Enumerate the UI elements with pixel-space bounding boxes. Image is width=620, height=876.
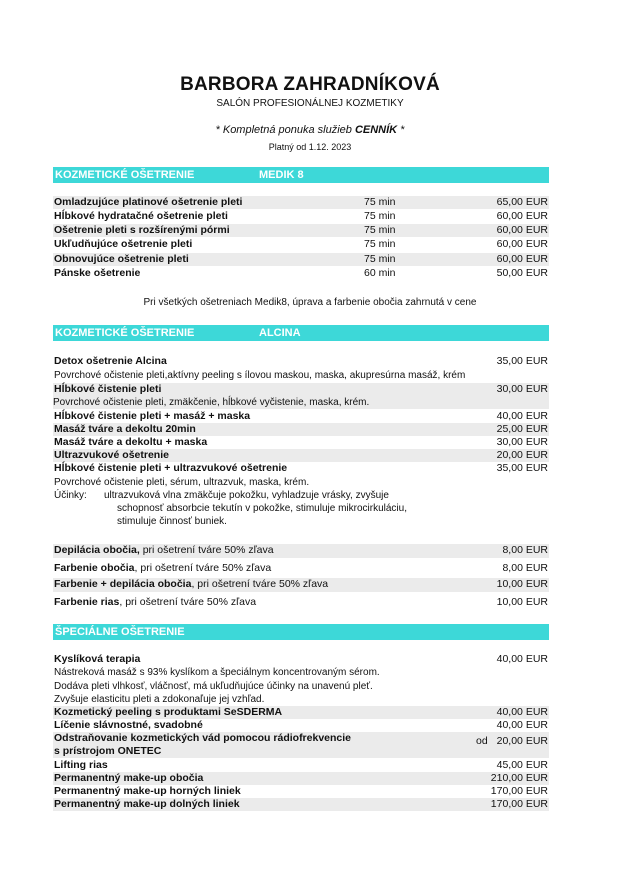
price-row — [53, 653, 549, 666]
service-price: 210,00 EUR — [490, 772, 548, 784]
service-time: 60 min — [364, 267, 396, 279]
price-row — [53, 267, 549, 280]
price-row — [53, 462, 549, 475]
salon-subtitle: SALÓN PROFESIONÁLNEJ KOZMETIKY — [216, 98, 404, 109]
service-name: Permanentný make-up obočia — [54, 772, 204, 784]
service-price: 20,00 EUR — [496, 735, 548, 747]
price-row — [53, 772, 549, 785]
price-row — [53, 759, 549, 772]
section-band-special — [53, 624, 549, 640]
service-name: Obnovujúce ošetrenie pleti — [54, 253, 189, 265]
service-name: Ultrazvukové ošetrenie — [54, 449, 169, 461]
service-name: Masáž tváre a dekoltu 20min — [54, 423, 196, 435]
service-price: 170,00 EUR — [490, 798, 548, 810]
section-band-medik8 — [53, 167, 549, 183]
service-price: 50,00 EUR — [496, 267, 548, 279]
price-row — [53, 732, 549, 758]
section-brand: ALCINA — [259, 327, 301, 339]
service-price: 20,00 EUR — [496, 449, 548, 461]
price-from-label: od — [476, 735, 488, 747]
service-name: Lifting rias — [54, 759, 108, 771]
offer-line — [0, 124, 620, 136]
service-time: 75 min — [364, 224, 396, 236]
service-name: Permanentný make-up horných liniek — [54, 785, 241, 797]
service-name: Masáž tváre a dekoltu + maska — [54, 436, 208, 448]
salon-owner-title: BARBORA ZAHRADNÍKOVÁ — [180, 74, 440, 95]
service-price: 60,00 EUR — [496, 253, 548, 265]
service-description: Povrchové očistenie pleti, zmäkčenie, hĺbkové vyčistenie, maska, krém. — [53, 397, 370, 408]
effects-description: stimuluje činnosť buniek. — [117, 516, 227, 527]
effects-description: schopnosť absorbcie tekutín v pokožke, stimuluje mikrocirkuláciu, — [117, 503, 407, 514]
effects-label: Účinky: — [54, 490, 87, 501]
service-price: 8,00 EUR — [502, 562, 548, 574]
service-description: Povrchové očistenie pleti, sérum, ultrazvuk, maska, krém. — [54, 477, 310, 488]
service-time: 75 min — [364, 196, 396, 208]
service-price: 30,00 EUR — [496, 436, 548, 448]
service-name: Kozmetický peeling s produktami SeSDERMA — [54, 706, 283, 718]
section-name: KOZMETICKÉ OŠETRENIE — [55, 169, 195, 181]
valid-from: Platný od 1.12. 2023 — [268, 142, 352, 152]
service-description: Povrchové očistenie pleti,aktívny peeling s ílovou maskou, maska, akupresúrna masáž, krém — [54, 370, 466, 381]
service-name: Farbenie obočia, pri ošetrení tváre 50% zľava — [54, 562, 272, 574]
offer-prefix: * Kompletná ponuka služieb — [215, 124, 355, 136]
service-price: 60,00 EUR — [496, 210, 548, 222]
service-name: Depilácia obočia, pri ošetrení tváre 50% zľava — [54, 544, 274, 556]
service-price: 45,00 EUR — [496, 759, 548, 771]
section-brand: MEDIK 8 — [259, 169, 304, 181]
service-price: 35,00 EUR — [496, 355, 548, 367]
price-row — [53, 578, 549, 592]
service-time: 75 min — [364, 253, 396, 265]
service-price: 25,00 EUR — [496, 423, 548, 435]
service-time: 75 min — [364, 238, 396, 250]
service-name: Farbenie + depilácia obočia, pri ošetrení tváre 50% zľava — [54, 578, 329, 590]
service-price: 60,00 EUR — [496, 224, 548, 236]
price-row — [53, 719, 549, 732]
service-description: Dodáva pleti vlhkosť, vláčnosť, má ukľudňujúce účinky na unavenú pleť. — [54, 681, 373, 692]
service-price: 170,00 EUR — [490, 785, 548, 797]
price-row — [53, 355, 549, 368]
service-price: 40,00 EUR — [496, 653, 548, 665]
service-name: Pánske ošetrenie — [54, 267, 141, 279]
section-name: ŠPECIÁLNE OŠETRENIE — [55, 626, 185, 638]
price-row — [53, 210, 549, 223]
service-price: 8,00 EUR — [502, 544, 548, 556]
service-name: Hĺbkové hydratačné ošetrenie pleti — [54, 210, 228, 222]
price-row — [53, 436, 549, 449]
price-row — [53, 224, 549, 237]
offer-suffix: * — [397, 124, 405, 136]
offer-bold: CENNÍK — [354, 124, 398, 136]
service-time: 75 min — [364, 210, 396, 222]
price-row — [53, 253, 549, 266]
section-name: KOZMETICKÉ OŠETRENIE — [55, 327, 195, 339]
effects-description: ultrazvuková vlna zmäkčuje pokožku, vyhladzuje vrásky, zvyšuje — [104, 490, 389, 501]
section-band-alcina — [53, 325, 549, 341]
service-price: 60,00 EUR — [496, 238, 548, 250]
price-row — [53, 410, 549, 423]
service-price: 30,00 EUR — [496, 383, 548, 395]
price-row — [53, 238, 549, 251]
service-name: Detox ošetrenie Alcina — [54, 355, 167, 367]
service-name: Hĺbkové čistenie pleti + masáž + maska — [54, 410, 251, 422]
price-row — [53, 544, 549, 558]
service-name: Kyslíková terapia — [54, 653, 141, 665]
service-name: Odstraňovanie kozmetických vád pomocou rádiofrekvencie s prístrojom ONETEC — [54, 732, 352, 757]
service-name: Ošetrenie pleti s rozšírenými pórmi — [54, 224, 230, 236]
description-row — [53, 396, 549, 409]
service-price: 65,00 EUR — [496, 196, 548, 208]
price-row — [53, 383, 549, 396]
price-row — [53, 449, 549, 462]
price-row — [53, 706, 549, 719]
service-price: 10,00 EUR — [496, 578, 548, 590]
price-row — [53, 562, 549, 575]
service-price: 40,00 EUR — [496, 410, 548, 422]
price-row — [53, 196, 549, 209]
price-row — [53, 423, 549, 436]
price-row — [53, 798, 549, 811]
service-description: Nástreková masáž s 93% kyslíkom a špeciálnym koncentrovaným sérom. — [54, 667, 380, 678]
medik-note: Pri všetkých ošetreniach Medik8, úprava a farbenie obočia zahrnutá v cene — [143, 297, 477, 308]
service-name: Permanentný make-up dolných liniek — [54, 798, 240, 810]
price-row — [53, 785, 549, 798]
service-price: 10,00 EUR — [496, 596, 548, 608]
service-name: Hĺbkové čistenie pleti + ultrazvukové ošetrenie — [54, 462, 288, 474]
service-price: 40,00 EUR — [496, 719, 548, 731]
service-name: Omladzujúce platinové ošetrenie pleti — [54, 196, 243, 208]
service-name: Líčenie slávnostné, svadobné — [54, 719, 203, 731]
service-price: 40,00 EUR — [496, 706, 548, 718]
service-name: Ukľudňujúce ošetrenie pleti — [54, 238, 193, 250]
service-price: 35,00 EUR — [496, 462, 548, 474]
service-name: Hĺbkové čistenie pleti — [54, 383, 162, 395]
price-row — [53, 596, 549, 609]
service-description: Zvyšuje elasticitu pleti a zdokonaľuje jej vzhľad. — [54, 694, 265, 705]
service-name: Farbenie rias, pri ošetrení tváre 50% zľava — [54, 596, 257, 608]
